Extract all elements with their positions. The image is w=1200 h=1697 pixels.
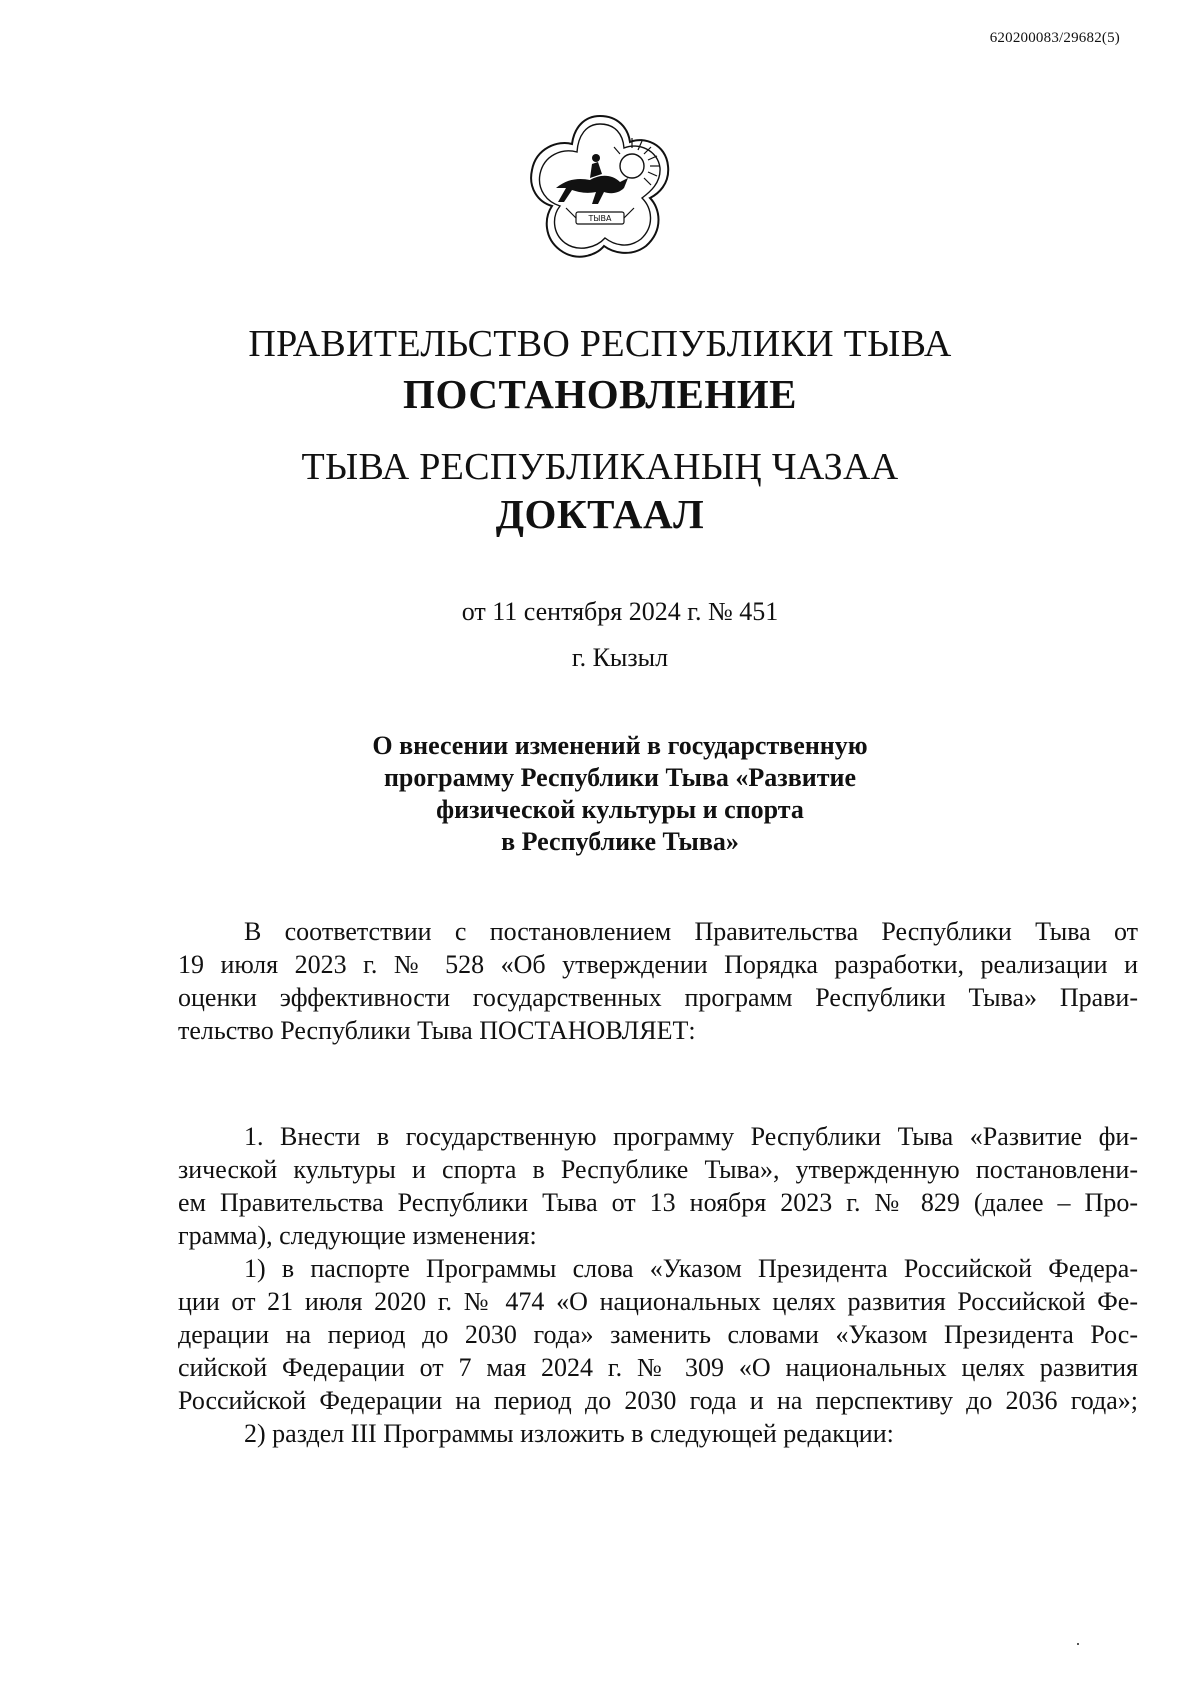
text-line: дерации на период до 2030 года» заменить словами «Указом Президента Рос- [178, 1320, 1138, 1349]
text-line: тельство Республики Тыва ПОСТАНОВЛЯЕТ: [178, 1016, 696, 1045]
svg-text:ТЫВА: ТЫВА [588, 214, 612, 223]
text-line: 1. Внести в государственную программу Республики Тыва «Развитие фи- [244, 1122, 1138, 1151]
text-line: оценки эффективности государственных программ Республики Тыва» Прави- [178, 983, 1138, 1012]
text-line: грамма), следующие изменения: [178, 1221, 537, 1250]
tuva-coat-of-arms-icon [520, 108, 680, 268]
text-line: ции от 21 июля 2020 г. № 474 «О национальных целях развития Российской Фе- [178, 1287, 1138, 1316]
text-line: зической культуры и спорта в Республике Тыва», утвержденную постановлени- [178, 1155, 1138, 1184]
text-line: 2) раздел III Программы изложить в следующей редакции: [244, 1419, 894, 1448]
items-paragraph [178, 1120, 1138, 1450]
text-line: 1) в паспорте Программы слова «Указом Президента Российской Федера- [244, 1254, 1138, 1283]
scan-speck [1077, 1643, 1079, 1645]
document-subject [0, 730, 1200, 858]
subject-line: программу Республики Тыва «Развитие [383, 763, 857, 792]
document-type-ru: ПОСТАНОВЛЕНИЕ [403, 371, 797, 417]
document-registration-number: 620200083/29682(5) [989, 30, 1120, 46]
text-line: В соответствии с постановлением Правительства Республики Тыва от [244, 917, 1138, 946]
government-title-ru: ПРАВИТЕЛЬСТВО РЕСПУБЛИКИ ТЫВА [248, 323, 952, 365]
document-city: г. Кызыл [571, 643, 669, 672]
government-title-tyv: ТЫВА РЕСПУБЛИКАНЫҢ ЧАЗАА [301, 446, 899, 488]
text-line: Российской Федерации на период до 2030 года и на перспективу до 2036 года»; [178, 1386, 1138, 1415]
document-type-tyv: ДОКТААЛ [495, 491, 705, 537]
document-date-number: от 11 сентября 2024 г. № 451 [461, 597, 779, 626]
text-line: 19 июля 2023 г. № 528 «Об утверждении Порядка разработки, реализации и [178, 950, 1138, 979]
subject-line: физической культуры и спорта [436, 795, 804, 824]
text-line: ем Правительства Республики Тыва от 13 ноября 2023 г. № 829 (далее – Про- [178, 1188, 1138, 1217]
subject-line: в Республике Тыва» [501, 827, 739, 856]
text-line: сийской Федерации от 7 мая 2024 г. № 309 «О национальных целях развития [178, 1353, 1138, 1382]
subject-line: О внесении изменений в государственную [372, 731, 868, 760]
preamble-paragraph [178, 915, 1138, 1047]
